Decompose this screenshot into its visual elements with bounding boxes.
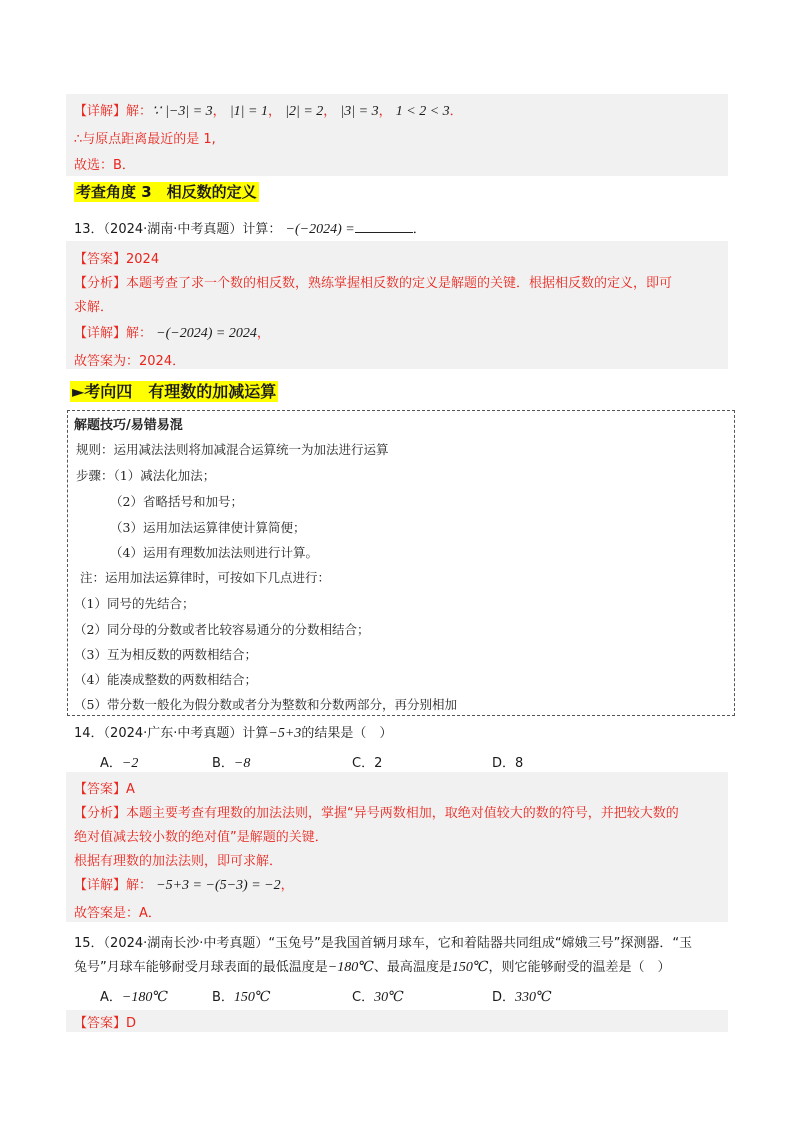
q14-analysis-1: 【分析】本题主要考查有理数的加法法则，掌握“异号两数相加，取绝对值较大的数的符号，并把较大数的 <box>74 806 679 821</box>
tips-step1: 步骤：（1）减法化加法； <box>76 468 216 483</box>
abs-2: |2| = 2 <box>285 104 324 119</box>
abs-1: |1| = 1 <box>229 104 268 119</box>
q14-detail: 【详解】解： −5+3 = −(5−3) = −2， <box>74 878 294 893</box>
direction4-title: ►考向四 有理数的加减运算 <box>72 382 277 401</box>
q15-line1: （2024·湖南长沙·中考真题）“玉兔号”是我国首辆月球车，它和着陆器共同组成“嫦娥三号”探测器．“玉 <box>103 936 693 951</box>
detail-label: 【详解】解： <box>74 104 153 119</box>
tips-step4: （4）运用有理数加法法则进行计算。 <box>110 545 318 560</box>
q14-option-c: C．2 <box>352 756 383 771</box>
q14-detail-expr: −5+3 = −(5−3) = −2 <box>156 878 281 893</box>
q14-answer-value: A <box>126 782 135 797</box>
tips-heading: 解题技巧/易错易混 <box>74 418 183 433</box>
q14-stem: 14．（2024·广东·中考真题）计算−5+3的结果是（ ） <box>74 726 393 741</box>
therefore-line: ∴与原点距离最近的是 1, <box>74 132 216 147</box>
tips-n2: （2）同分母的分数或者比较容易通分的分数相结合； <box>74 622 370 637</box>
q15-option-b: B．150℃ <box>212 990 271 1005</box>
because-symbol: ∵ <box>152 104 161 119</box>
angle3-heading <box>74 181 259 202</box>
q13-final: 故答案为：2024． <box>74 354 186 369</box>
q15-option-d: D．330℃ <box>492 990 552 1005</box>
inequality: 1 < 2 < 3 <box>395 104 450 119</box>
tips-rule: 规则：运用减法法则将加减混合运算统一为加法进行运算 <box>76 442 389 457</box>
q14-analysis-2: 绝对值减去较小数的绝对值”是解题的关键． <box>74 830 328 845</box>
q13-blank <box>355 220 413 233</box>
q15-stem-1: 15．（2024·湖南长沙·中考真题）“玉兔号”是我国首辆月球车，它和着陆器共同组成“嫦娥三号”探测器．“玉 <box>74 936 693 951</box>
q14-expr: −5+3 <box>268 726 302 741</box>
tips-note: 注：运用加法运算律时，可按如下几点进行： <box>80 570 331 585</box>
q14-option-a: A．−2 <box>100 756 139 771</box>
q14-solution-block <box>66 772 728 922</box>
q15-solution-block <box>66 1010 728 1032</box>
tips-n3: （3）互为相反数的两数相结合； <box>74 647 257 662</box>
tips-n5: （5）带分数一般化为假分数或者分为整数和分数两部分，再分别相加 <box>74 697 457 712</box>
q14-answer: 【答案】A <box>74 782 135 797</box>
angle3-title: 考查角度 3 相反数的定义 <box>76 183 257 201</box>
choice-line: 故选：B． <box>74 158 135 173</box>
q13-source: （2024·湖南·中考真题）计算： <box>103 222 282 237</box>
tips-step2: （2）省略括号和加号； <box>110 494 243 509</box>
q13-detail-expr: −(−2024) = 2024 <box>156 326 257 341</box>
q15-answer-value: D <box>126 1016 137 1031</box>
q15-stem-2: 兔号”月球车能够耐受月球表面的最低温度是−180℃、最高温度是150℃，则它能够耐受的温差是（ ） <box>74 960 671 975</box>
q13-answer: 【答案】2024 <box>74 252 160 267</box>
q15-t-high: 150℃ <box>451 960 489 975</box>
abs-3: |3| = 3 <box>340 104 379 119</box>
q13-detail: 【详解】解： −(−2024) = 2024， <box>74 326 270 341</box>
q15-answer: 【答案】D <box>74 1016 137 1031</box>
q14-analysis-3: 根据有理数的加法法则，即可求解． <box>74 854 283 869</box>
q15-option-a: A．−180℃ <box>100 990 169 1005</box>
tips-n1: （1）同号的先结合； <box>74 596 195 611</box>
q13-expr: −(−2024) = <box>285 222 355 237</box>
q13-analysis-1: 【分析】本题考查了求一个数的相反数，熟练掌握相反数的定义是解题的关键．根据相反数的定义，即可 <box>74 276 673 291</box>
q14-final: 故答案是：A． <box>74 906 161 921</box>
q13-analysis-2: 求解． <box>74 300 114 315</box>
tips-n4: （4）能凑成整数的两数相结合； <box>74 672 257 687</box>
q14-option-b: B．−8 <box>212 756 251 771</box>
q15-t-low: −180℃ <box>327 960 374 975</box>
abs-neg3: |−3| = 3 <box>165 104 213 119</box>
detail-line-1: 【详解】解：∵ |−3| = 3， |1| = 1， |2| = 2， |3| = 3， 1 < 2 < 3． <box>74 104 463 119</box>
q13-answer-value: 2024 <box>126 252 160 267</box>
q14-option-d: D．8 <box>492 756 524 771</box>
q14-source: （2024·广东·中考真题）计算 <box>103 726 269 741</box>
q13-stem: 13．（2024·湖南·中考真题）计算： −(−2024) = ． <box>74 222 426 237</box>
direction4-heading <box>70 379 278 402</box>
tips-step3: （3）运用加法运算律使计算简便； <box>110 520 306 535</box>
q15-option-c: C．30℃ <box>352 990 404 1005</box>
